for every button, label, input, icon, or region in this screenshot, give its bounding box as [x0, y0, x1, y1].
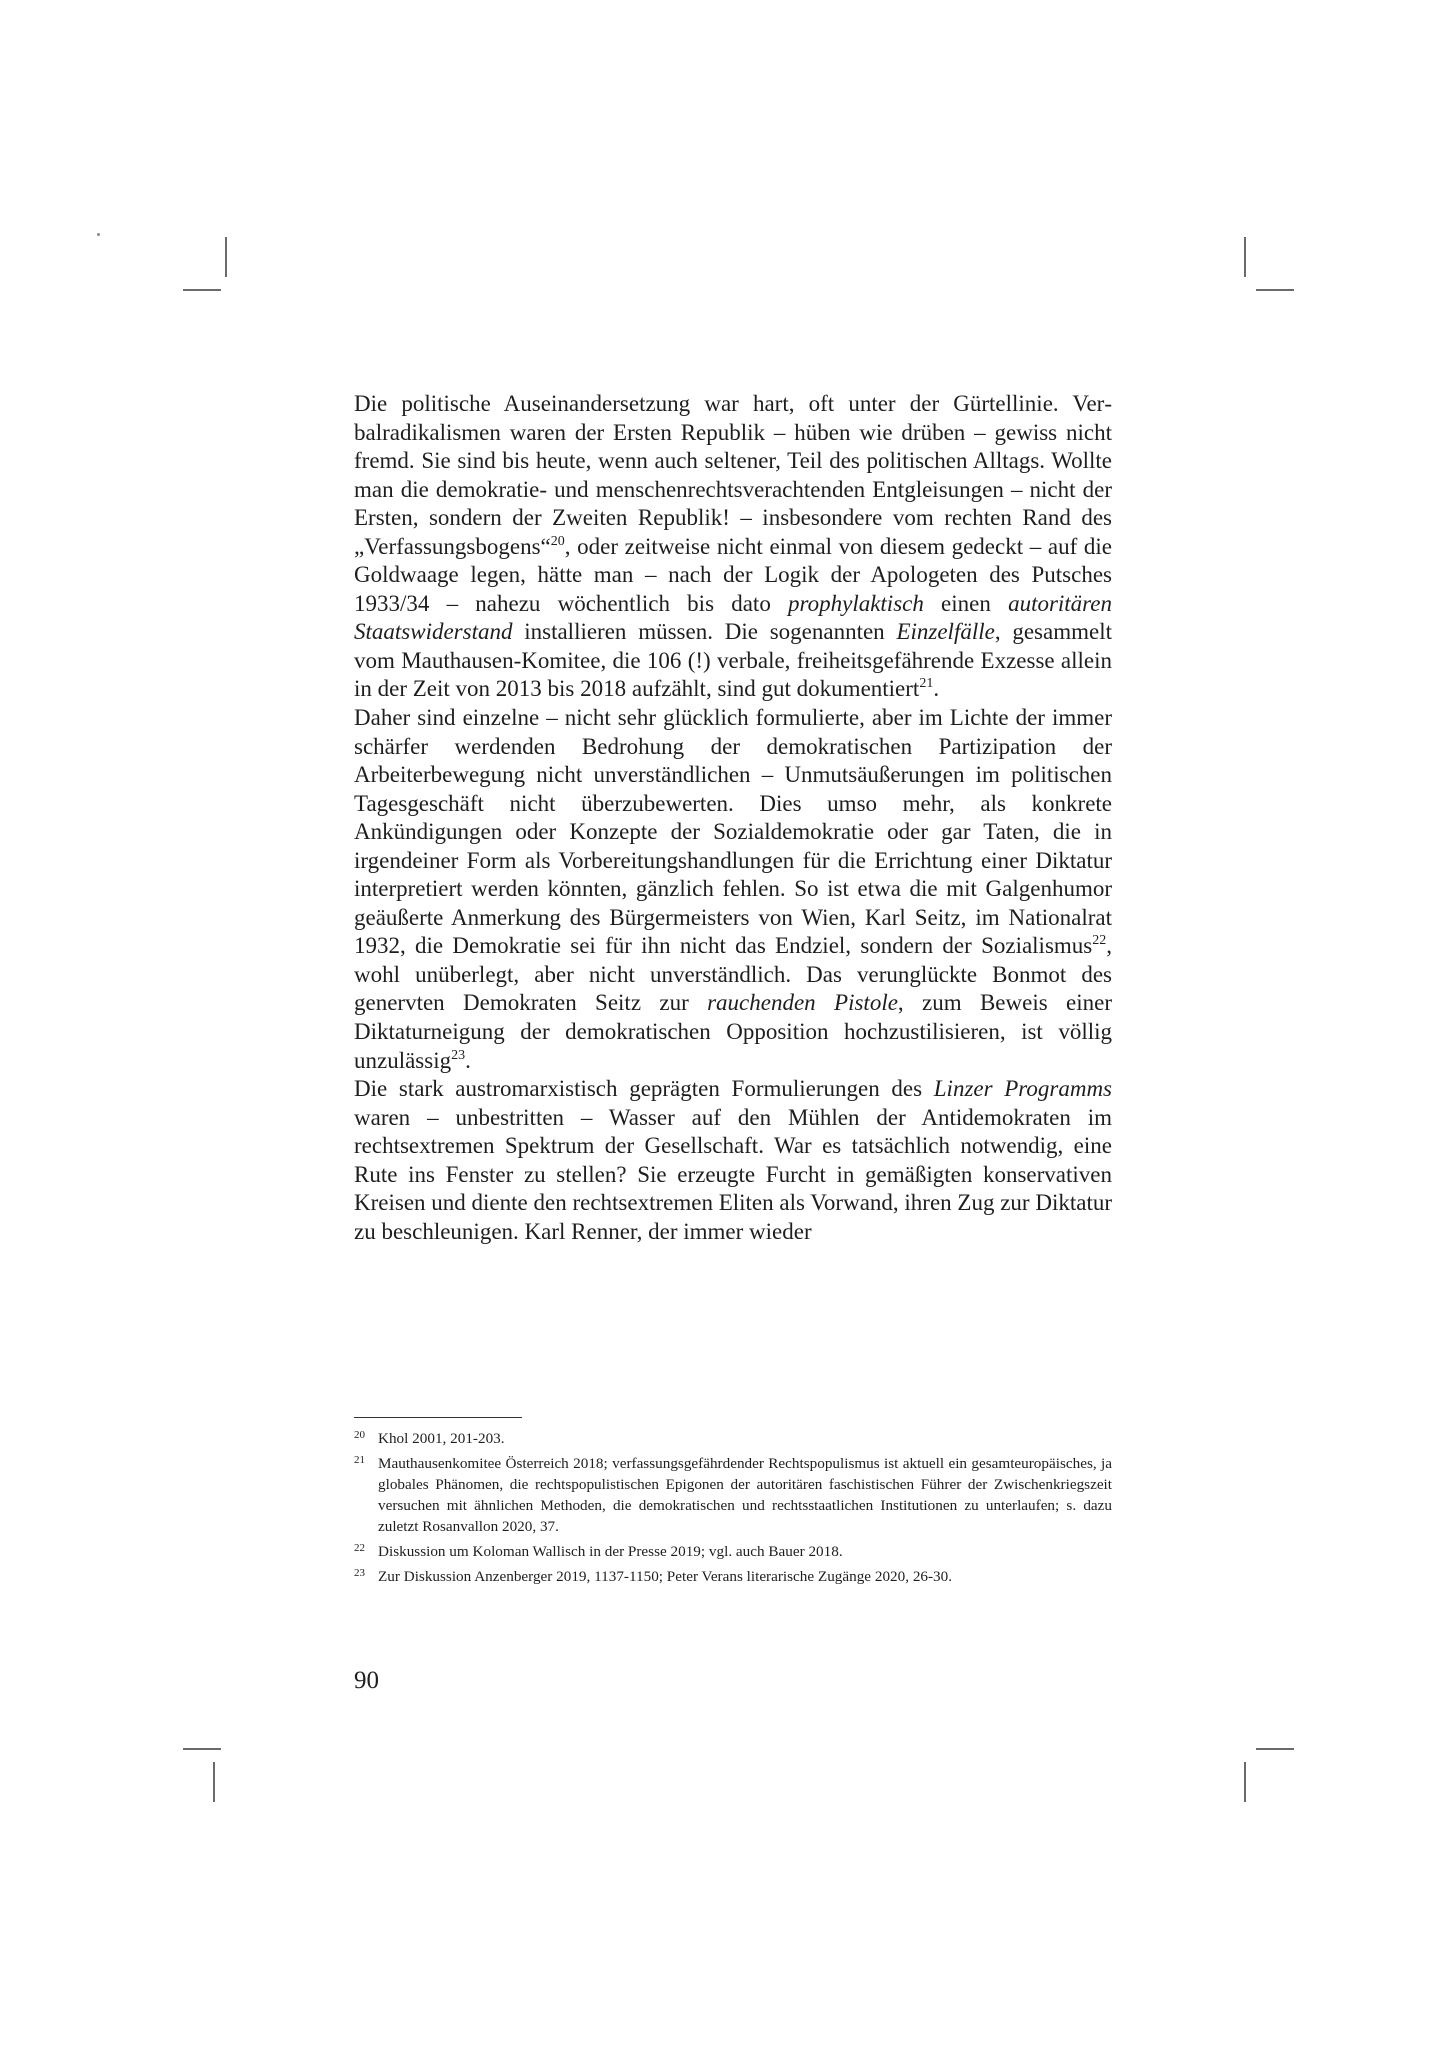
crop-mark-top-right-horizontal	[1256, 289, 1294, 291]
text-run: , zum Beweis einer Diktaturneigung der demokratischen Opposition hochzustilisieren, ist völlig unzulässig	[354, 990, 1112, 1073]
crop-mark-bottom-right-vertical	[1244, 1762, 1246, 1802]
italic-term: autoritären Staatswiderstand	[354, 590, 1112, 645]
paragraph	[354, 704, 1112, 1075]
footnote-number: 23	[354, 1567, 365, 1579]
text-run: Die politische Auseinandersetzung war hart, oft unter der Gürtellinie. Verbalradikalismen waren der Ersten Republik – hüben wie drüben – gewiss nicht fremd. Sie sind bis heute, wenn auch seltener, Teil des politischen Alltags. Wollte man die demokratie- und menschenrechtsverachtenden Entgleisungen – nicht der Ersten, sondern der Zweiten Republik! – insbesondere vom rechten Rand des „Verfassungsbogens“	[354, 391, 1112, 559]
footnote-separator	[354, 1417, 522, 1418]
text-run: .	[933, 676, 940, 702]
text-run: einen	[923, 590, 1009, 616]
italic-term: Linzer Programms	[933, 1076, 1113, 1102]
footnote	[354, 1566, 1112, 1587]
crop-mark-bottom-left-vertical	[213, 1762, 215, 1802]
text-run: Daher sind einzelne – nicht sehr glücklich formulierte, aber im Lichte der immer schärfer werdenden Bedrohung der demokratischen Partizipation der Arbeiterbewegung nicht unverständlichen – Unmutsäußerungen im politischen Tagesgeschäft nicht überzubewerten. Dies umso mehr, als konkrete Ankündigungen oder Konzepte der Sozialdemokratie oder gar Taten, die in irgendeiner Form als Vorbereitungshandlungen für die Errichtung einer Diktatur interpretiert werden könnten, gänzlich fehlen. So ist etwa die mit Galgenhumor geäußerte Anmerkung des Bürgermeisters von Wien, Karl Seitz, im Nationalrat 1932, die Demokratie sei für ihn nicht das Endziel, sondern der Sozialismus	[354, 705, 1112, 959]
text-run: installieren müssen. Die sogenannten	[512, 619, 897, 645]
crop-mark-top-right-vertical	[1244, 237, 1246, 277]
page-number: 90	[354, 1667, 379, 1694]
footnote-text: Khol 2001, 201-203.	[378, 1430, 505, 1447]
footnote-text: Zur Diskussion Anzenberger 2019, 1137-1150; Peter Verans literarische Zugänge 2020, 26-30.	[378, 1568, 953, 1585]
footnote-reference: 23	[451, 1047, 466, 1063]
footnote-reference: 22	[1092, 933, 1107, 949]
text-run: , oder zeitweise nicht einmal von diesem gedeckt – auf die Goldwaage legen, hätte man – nach der Logik der Apologeten des Putsches 1933/34 – nahezu wöchentlich bis dato	[354, 533, 1112, 616]
footnote-number: 22	[354, 1542, 365, 1554]
crop-mark-bottom-right-horizontal	[1256, 1748, 1294, 1750]
footnote	[354, 1541, 1112, 1562]
italic-term: prophylaktisch	[788, 590, 924, 616]
text-run: waren – unbestritten – Wasser auf den Mühlen der Antidemokraten im rechtsextremen Spektrum der Gesellschaft. War es tatsächlich notwendig, eine Rute ins Fenster zu stellen? Sie erzeugte Furcht in gemäßigten konservativen Kreisen und diente den rechtsextremen Eliten als Vorwand, ihren Zug zur Diktatur zu beschleunigen. Karl Renner, der immer wieder	[354, 1104, 1112, 1244]
paragraph	[354, 1075, 1112, 1246]
crop-mark-top-left-vertical	[225, 237, 227, 277]
footnote-reference: 21	[919, 676, 934, 692]
text-run: .	[465, 1047, 471, 1073]
footnote-number: 21	[354, 1454, 365, 1466]
footnotes	[354, 1428, 1112, 1591]
footnote	[354, 1453, 1112, 1537]
scan-speck	[97, 233, 100, 236]
footnote-reference: 20	[550, 533, 565, 549]
body-text	[354, 390, 1112, 1246]
italic-term: rauchenden Pistole	[707, 990, 898, 1016]
text-run: Die stark austromarxistisch geprägten Formulierungen des	[354, 1076, 934, 1102]
italic-term: Einzelfälle	[896, 619, 995, 645]
footnote	[354, 1428, 1112, 1449]
paragraph	[354, 390, 1112, 704]
crop-mark-bottom-left-horizontal	[183, 1748, 221, 1750]
crop-mark-top-left-horizontal	[183, 289, 221, 291]
footnote-number: 20	[354, 1429, 365, 1441]
text-run: , wohl unüberlegt, aber nicht unverständlich. Das verunglückte Bonmot des genervten Demokraten Seitz zur	[354, 933, 1112, 1016]
text-run: , gesammelt vom Mauthausen-Komitee, die 106 (!) verbale, freiheitsgefährende Exzesse allein in der Zeit von 2013 bis 2018 aufzählt, sind gut dokumentiert	[354, 619, 1112, 702]
footnote-text: Mauthausenkomitee Österreich 2018; verfassungsgefährdender Rechtspopulismus ist aktuell ein gesamteuropäisches, ja globales Phänomen, die rechtspopulistischen Epigonen der autoritären faschistischen Führer der Zwischenkriegszeit versuchen mit ähnlichen Methoden, die demokratischen und rechtsstaatlichen Institutionen zu unterlaufen; s. dazu zuletzt Rosanvallon 2020, 37.	[378, 1455, 1112, 1535]
footnote-text: Diskussion um Koloman Wallisch in der Presse 2019; vgl. auch Bauer 2018.	[378, 1543, 843, 1560]
